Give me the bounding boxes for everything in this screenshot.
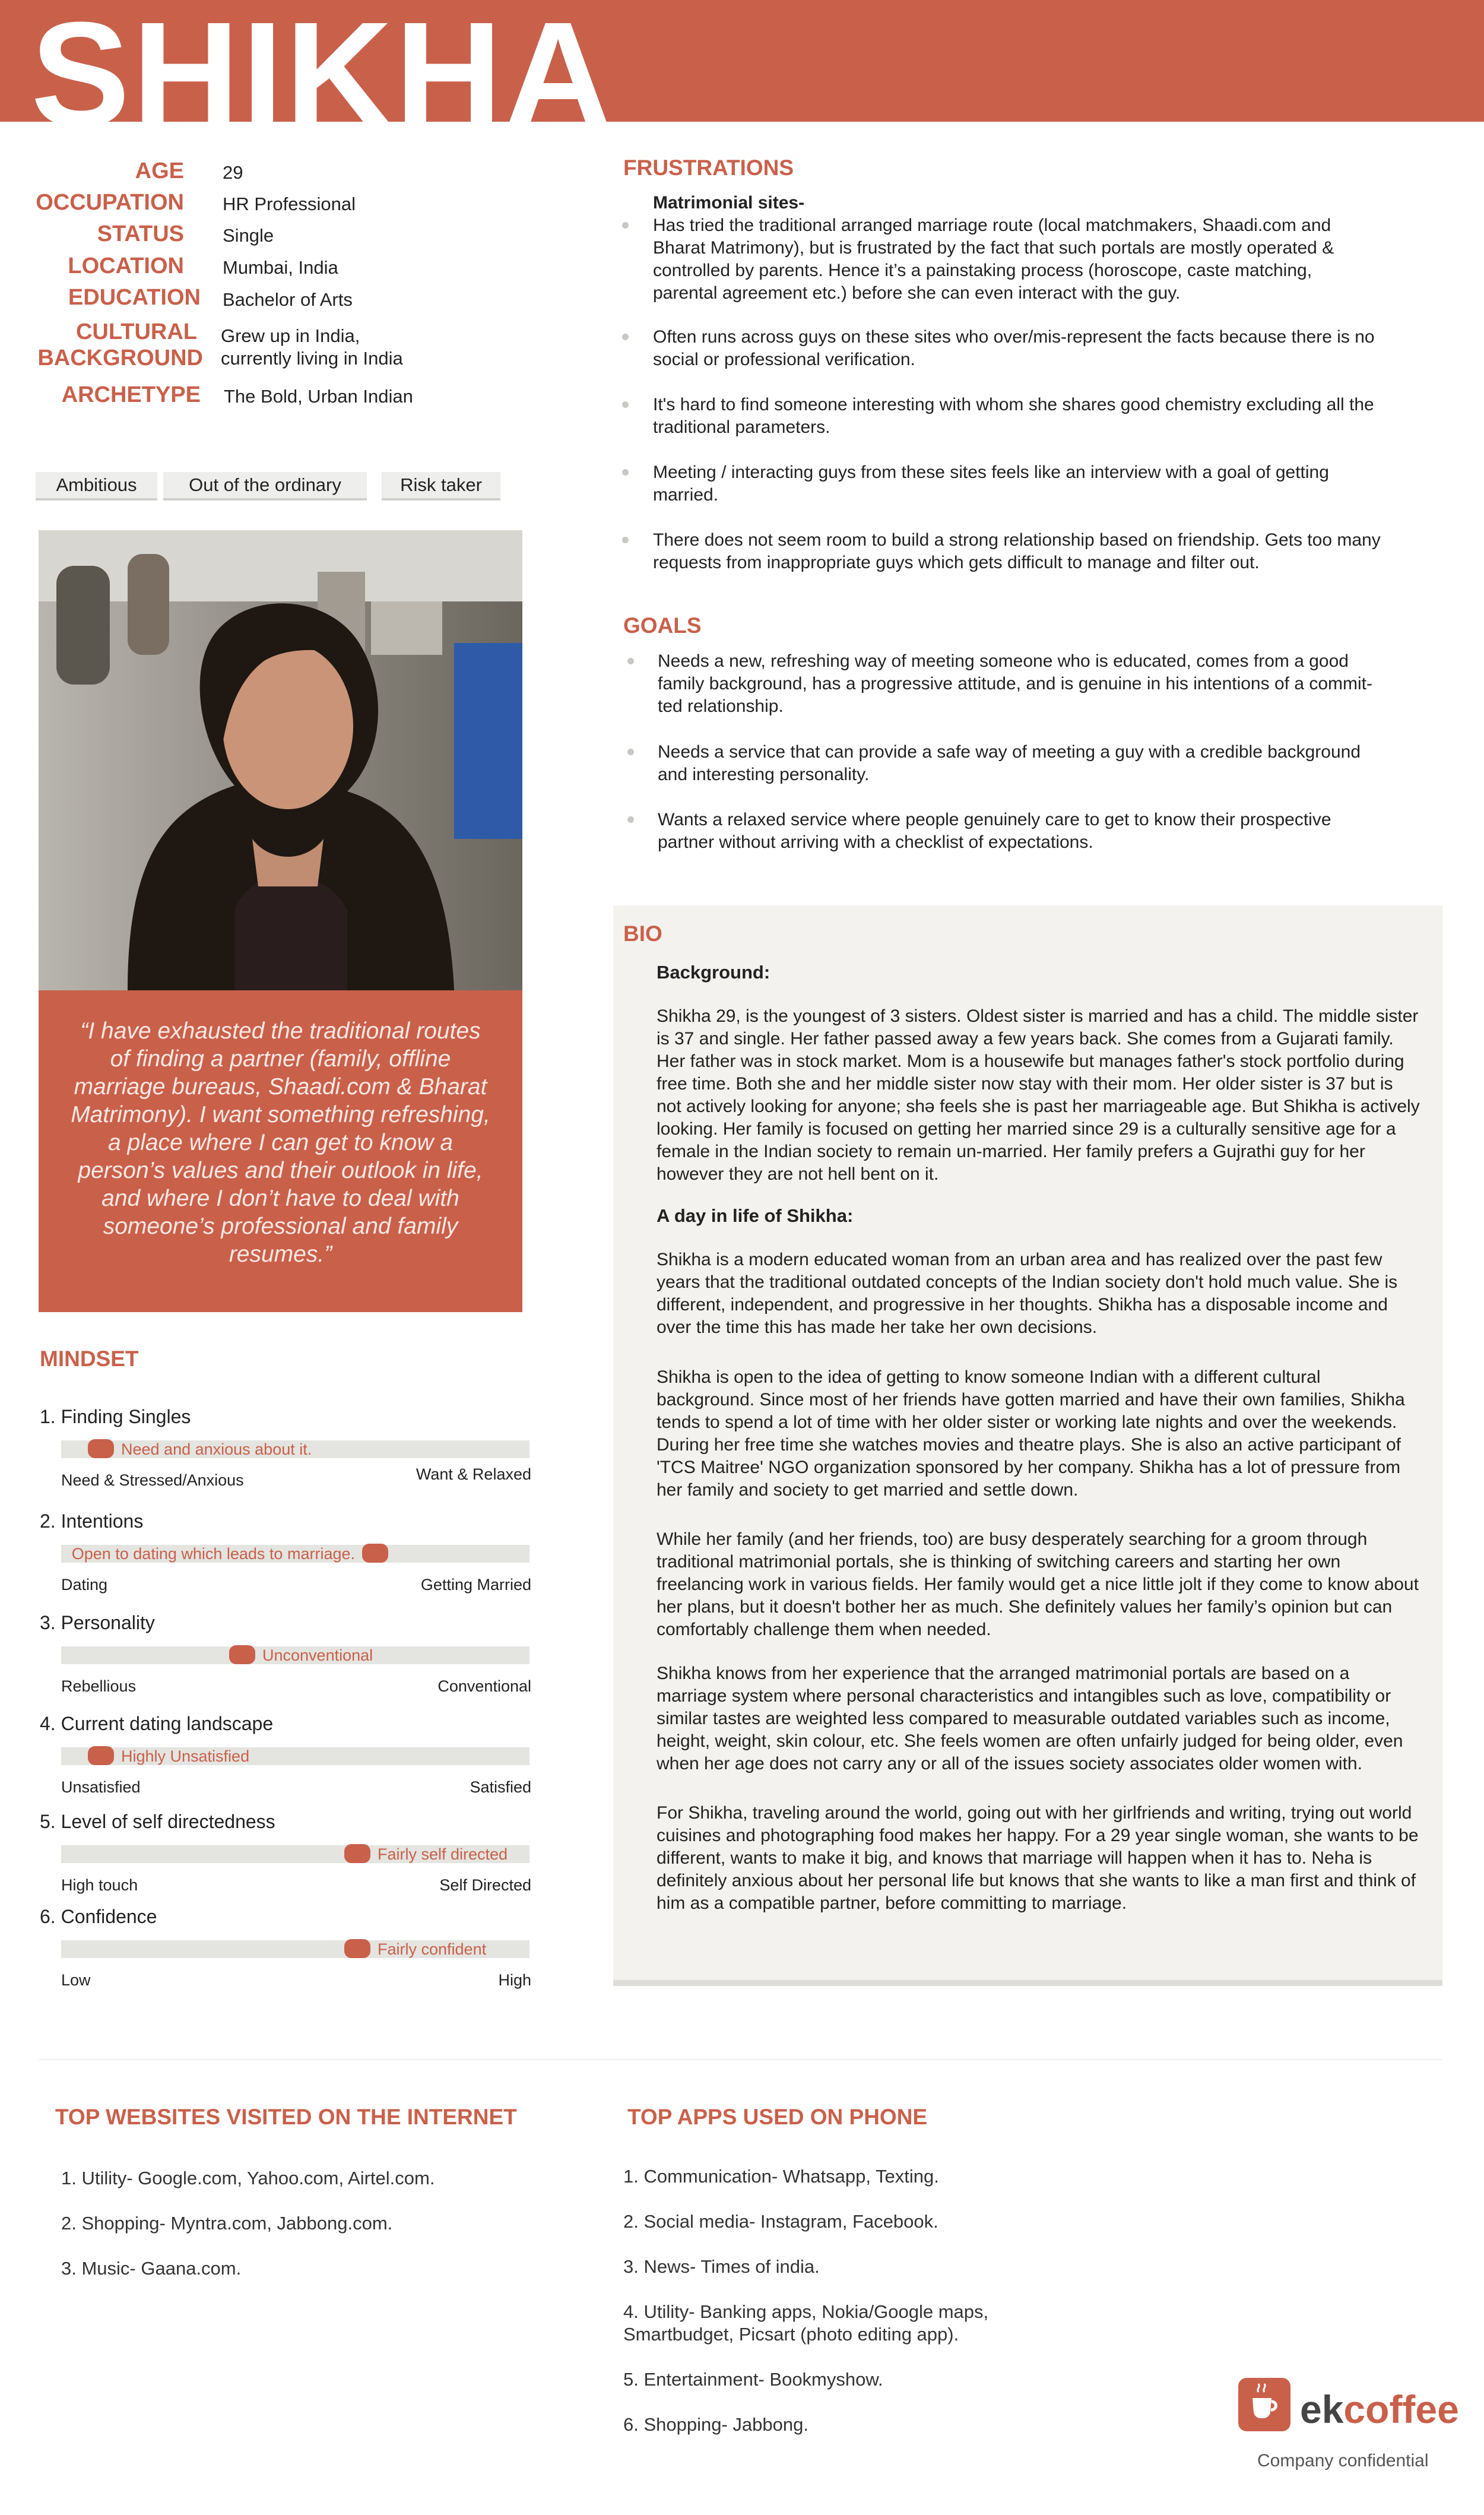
mindset-scale-marker bbox=[344, 1939, 370, 1958]
website-item: 1. Utility- Google.com, Yahoo.com, Airtel.com. bbox=[61, 2168, 435, 2188]
mindset-question: 3. Personality bbox=[40, 1612, 155, 1633]
apps-title: TOP APPS USED ON PHONE bbox=[627, 2105, 928, 2129]
trait-tag: Risk taker bbox=[382, 472, 500, 501]
app-item: 6. Shopping- Jabbong. bbox=[623, 2414, 808, 2435]
frustrations-title: FRUSTRATIONS bbox=[623, 156, 794, 180]
goal-bullet bbox=[627, 816, 634, 823]
company-confidential: Company confidential bbox=[1257, 2451, 1429, 2470]
brand-logo bbox=[1300, 2387, 1459, 2432]
mindset-scale-left: Unsatisfied bbox=[61, 1778, 141, 1796]
bio-day-heading: A day in life of Shikha: bbox=[657, 1205, 854, 1226]
bio-background-heading: Background: bbox=[657, 962, 770, 983]
mindset-scale-marker bbox=[88, 1439, 114, 1458]
profile-value-occupation: HR Professional bbox=[223, 194, 356, 214]
mindset-scale-label: Fairly self directed bbox=[378, 1845, 508, 1863]
bio-day-paragraph: While her family (and her friends, too) are busy desperately searching for a groom through traditional matrimonial portals, she is thinking of switching careers and starting her own freelancing work in various fields. Her family would get a nice little jolt if they come to know about her plans, but it doesn't bother her as much. She definitely values her family’s opinion but can comfortably challenge them when needed. bbox=[657, 1529, 1419, 1639]
goal-line: partner without arriving with a checklist of expectations. bbox=[658, 832, 1093, 852]
mindset-scale-label: Fairly confident bbox=[378, 1940, 487, 1958]
app-item: 5. Entertainment- Bookmyshow. bbox=[623, 2369, 883, 2390]
quote-box bbox=[39, 990, 522, 1312]
bio-day-paragraph: Shikha is a modern educated woman from an urban area and has realized over the past few years that the traditional outdated concepts of the Indian society don't hold much value. She is different, independent, and progressive in her thoughts. Shikha has a disposable income and over the time this has made her take her own decisions. bbox=[657, 1250, 1398, 1337]
mindset-scale-right: Getting Married bbox=[420, 1576, 531, 1594]
coffee-cup-icon bbox=[1238, 2378, 1290, 2431]
goal-line: Needs a new, refreshing way of meeting someone who is educated, comes from a good bbox=[658, 651, 1349, 671]
frustration-line: parental agreement etc.) before she can even interact with the guy. bbox=[653, 283, 1181, 303]
mindset-scale-right: High bbox=[498, 1971, 531, 1989]
persona-photo bbox=[39, 530, 522, 990]
app-item: 1. Communication- Whatsapp, Texting. bbox=[623, 2166, 939, 2187]
mindset-scale-right: Self Directed bbox=[439, 1876, 531, 1894]
website-item: 2. Shopping- Myntra.com, Jabbong.com. bbox=[61, 2213, 393, 2234]
profile-label-occupation: OCCUPATION bbox=[36, 190, 184, 215]
profile-value-cultural-1: Grew up in India, bbox=[221, 325, 360, 346]
mindset-scale-left: Need & Stressed/Anxious bbox=[61, 1471, 244, 1489]
mindset-scale-marker bbox=[362, 1544, 388, 1563]
profile-label-archetype: ARCHETYPE bbox=[61, 382, 201, 407]
mindset-scale-bar bbox=[61, 1646, 529, 1664]
frustration-line: traditional parameters. bbox=[653, 417, 830, 437]
profile-value-location: Mumbai, India bbox=[223, 257, 338, 278]
goal-line: Needs a service that can provide a safe way of meeting a guy with a credible background bbox=[658, 742, 1361, 762]
frustration-bullet bbox=[622, 537, 629, 543]
profile-label-age: AGE bbox=[135, 159, 184, 183]
profile-label-location: LOCATION bbox=[68, 254, 184, 278]
frustration-line: married. bbox=[653, 485, 719, 505]
mindset-scale-label: Open to dating which leads to marriage. bbox=[71, 1545, 355, 1563]
portrait-illustration bbox=[39, 530, 522, 990]
goal-bullet bbox=[627, 658, 634, 664]
profile-value-archetype: The Bold, Urban Indian bbox=[224, 386, 413, 407]
goal-line: ted relationship. bbox=[658, 696, 784, 716]
mindset-scale-bar bbox=[61, 1747, 529, 1765]
profile-value-status: Single bbox=[223, 225, 274, 246]
app-item: 4. Utility- Banking apps, Nokia/Google maps, bbox=[623, 2301, 989, 2322]
mindset-question: 6. Confidence bbox=[40, 1906, 157, 1927]
mindset-question: 4. Current dating landscape bbox=[40, 1713, 274, 1734]
mindset-scale-left: Low bbox=[61, 1971, 91, 1989]
coffee-cup-glyph bbox=[1238, 2378, 1290, 2431]
goals-title: GOALS bbox=[623, 613, 702, 638]
section-divider bbox=[39, 2059, 1442, 2060]
goal-line: Wants a relaxed service where people genuinely care to get to know their prospective bbox=[658, 810, 1331, 829]
brand-logo-ek: ek bbox=[1300, 2387, 1344, 2431]
trait-tag: Out of the ordinary bbox=[163, 472, 367, 501]
frustration-bullet bbox=[622, 401, 629, 408]
mindset-scale-left: Dating bbox=[61, 1576, 108, 1594]
mindset-scale-marker bbox=[229, 1645, 255, 1664]
mindset-scale-right: Conventional bbox=[437, 1677, 531, 1695]
frustration-bullet bbox=[622, 334, 629, 340]
mindset-scale-left: Rebellious bbox=[61, 1677, 137, 1695]
app-item-continued: Smartbudget, Picsart (photo editing app). bbox=[623, 2324, 959, 2345]
mindset-scale-bar bbox=[61, 1440, 529, 1458]
frustration-line: Has tried the traditional arranged marriage route (local matchmakers, Shaadi.com and bbox=[653, 216, 1331, 235]
mindset-title: MINDSET bbox=[40, 1347, 139, 1371]
mindset-scale-right: Satisfied bbox=[470, 1778, 531, 1796]
goal-line: family background, has a progressive attitude, and is genuine in his intentions of a commit- bbox=[658, 674, 1372, 693]
mindset-scale-label: Unconventional bbox=[262, 1646, 373, 1664]
frustration-line: There does not seem room to build a strong relationship based on friendship. Gets too many bbox=[653, 530, 1381, 550]
profile-value-age: 29 bbox=[223, 162, 243, 183]
persona-name: SHIKHA bbox=[31, 0, 614, 157]
frustration-bullet bbox=[622, 469, 629, 476]
frustration-line: Often runs across guys on these sites who over/mis-represent the facts because there is no bbox=[653, 327, 1375, 347]
frustration-line: Meeting / interacting guys from these sites feels like an interview with a goal of getting bbox=[653, 463, 1329, 482]
mindset-scale-label: Highly Unsatisfied bbox=[121, 1747, 250, 1765]
brand-logo-coffee: coffee bbox=[1343, 2387, 1459, 2431]
bio-day-paragraph: For Shikha, traveling around the world, going out with her girlfriends and writing, trying out world cuisines and photographing food makes her happy. For a 29 year single woman, she wants to be different, wants to make it big, and knows that marriage will happen when it has to. Neha is definitely anxious about her personal life but knows that she wants to like a man first and think of him as a compatible partner, before committing to marriage. bbox=[657, 1803, 1419, 1913]
frustration-line: controlled by parents. Hence it’s a painstaking process (horoscope, caste matching, bbox=[653, 261, 1312, 280]
profile-value-cultural-2: currently living in India bbox=[221, 348, 403, 369]
mindset-question: 2. Intentions bbox=[40, 1510, 144, 1532]
bio-background-text: Shikha 29, is the youngest of 3 sisters. Oldest sister is married and has a child. The middle sister is 37 and single. Her father passed away a few years back. She comes from a Gujarati family. Her father was in stock market. Mom is a housewife but manages father's stock portfolio during free time. Both she and her middle sister now stay with their mom. Her older sister is 37 but is not actively looking for anyone; shə feels she is past her marriageable age. But Shikha is actively looking. Her family is focused on getting her married since 29 is a culturally sensitive age for a female in the Indian society to remain un-married. Her family prefers a Gujrathi guy for her however they are not hell bent on it. bbox=[657, 1006, 1420, 1184]
frustration-line: social or professional verification. bbox=[653, 350, 915, 369]
mindset-scale-bar bbox=[61, 1845, 529, 1863]
bio-day-paragraph: Shikha is open to the idea of getting to know someone Indian with a different cultural background. Since most of her friends have gotten married and have their own families, Shikha tends to spend a lot of time with her older sister or working late nights and over the weekends. During her free time she watches movies and theatre plays. She is also an active participant of 'TCS Maitree' NGO organization sponsored by her company. Shikha has a lot of pressure from her family and society to get married and settle down. bbox=[657, 1367, 1405, 1500]
profile-label-education: EDUCATION bbox=[68, 285, 201, 310]
profile-label-status: STATUS bbox=[97, 221, 184, 246]
trait-tag: Ambitious bbox=[36, 472, 157, 501]
frustration-line: Bharat Matrimony), but is frustrated by the fact that such portals are mostly operated & bbox=[653, 238, 1334, 258]
mindset-question: 5. Level of self directedness bbox=[40, 1811, 275, 1832]
profile-value-education: Bachelor of Arts bbox=[223, 289, 353, 310]
frustration-heading: Matrimonial sites- bbox=[653, 193, 805, 213]
bio-box bbox=[613, 905, 1442, 1986]
persona-quote: “I have exhausted the traditional routes of finding a partner (family, offline marriage bureaus, Shaadi.com & Bharat Matrimony). I want something refreshing, a place where I can get to know a person’s values and their outlook in life, and where I don’t have to deal with someone’s professional and family resumes.” bbox=[71, 1018, 490, 1267]
frustration-bullet bbox=[622, 222, 629, 229]
mindset-question: 1. Finding Singles bbox=[40, 1406, 191, 1427]
bio-day-paragraph: Shikha knows from her experience that the arranged matrimonial portals are based on a marriage system where personal characteristics and intangibles such as love, compatibility or similar tastes are weighted less compared to measurable outdated variables such as income, height, weight, skin colour, etc. She feels women are often unfairly judged for being older, even when her age does not carry any or all of the issues society associates older women with. bbox=[657, 1664, 1403, 1773]
profile-label-background: BACKGROUND bbox=[37, 346, 203, 370]
mindset-scale-left: High touch bbox=[61, 1876, 138, 1894]
app-item: 3. News- Times of india. bbox=[623, 2256, 820, 2277]
mindset-scale-bar bbox=[61, 1940, 529, 1958]
app-item: 2. Social media- Instagram, Facebook. bbox=[623, 2211, 938, 2232]
frustration-line: It's hard to find someone interesting with whom she shares good chemistry excluding all the bbox=[653, 395, 1374, 414]
mindset-scale-label: Need and anxious about it. bbox=[121, 1440, 312, 1458]
profile-label-cultural: CULTURAL bbox=[75, 319, 197, 344]
mindset-scale-right: Want & Relaxed bbox=[416, 1465, 531, 1483]
mindset-scale-marker bbox=[88, 1746, 114, 1765]
website-item: 3. Music- Gaana.com. bbox=[61, 2258, 242, 2279]
goal-bullet bbox=[627, 749, 634, 755]
goal-line: and interesting personality. bbox=[658, 765, 870, 784]
mindset-scale-marker bbox=[344, 1844, 370, 1863]
mindset-scale-bar bbox=[61, 1545, 529, 1563]
websites-title: TOP WEBSITES VISITED ON THE INTERNET bbox=[55, 2105, 517, 2129]
frustration-line: requests from inappropriate guys which gets difficult to manage and filter out. bbox=[653, 553, 1260, 572]
bio-title: BIO bbox=[623, 921, 662, 946]
